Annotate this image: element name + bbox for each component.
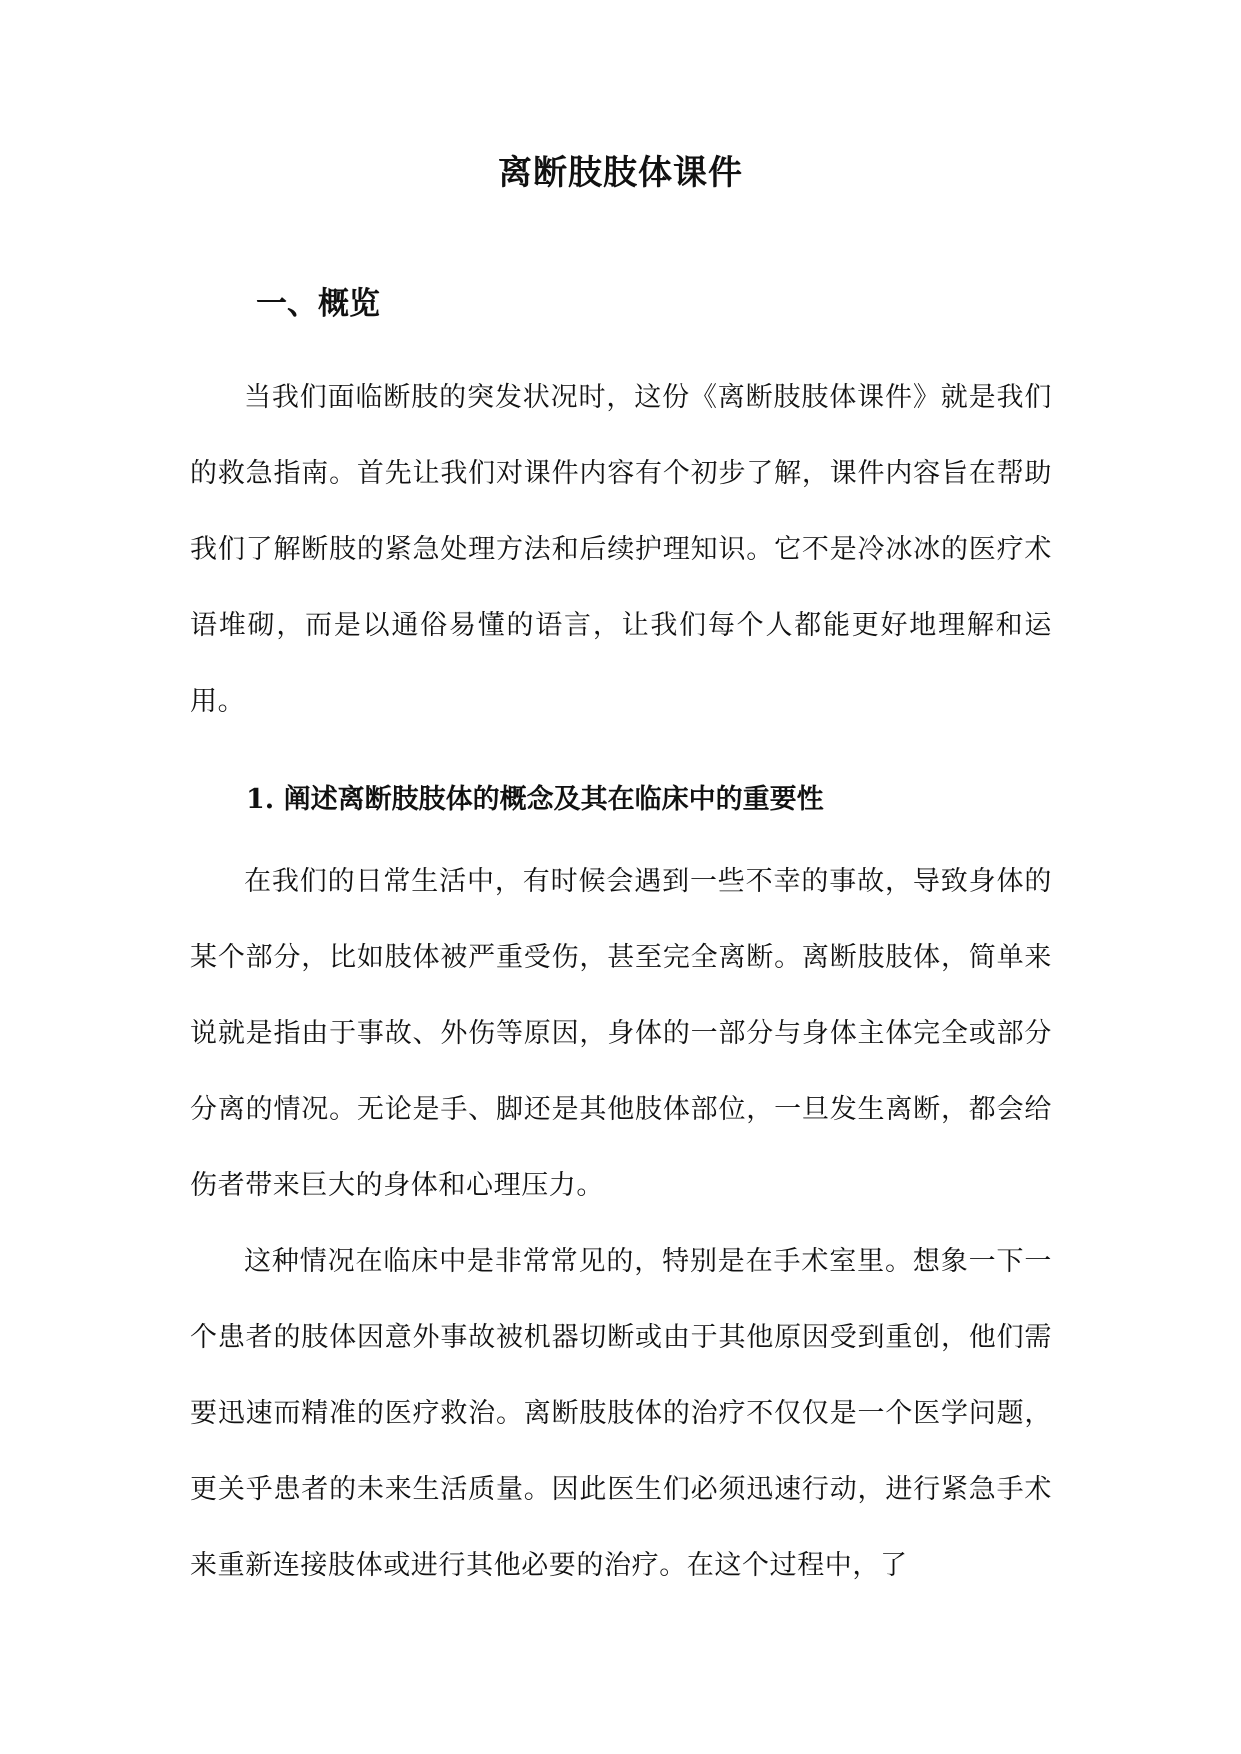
subsection-heading-concept: 1. 阐述离断肢肢体的概念及其在临床中的重要性	[246, 784, 824, 815]
overview-paragraph: 当我们面临断肢的突发状况时，这份《离断肢肢体课件》就是我们的救急指南。首先让我们对课件内容有个初步了解，课件内容旨在帮助我们了解断肢的紧急处理方法和后续护理知识。它不是冷冰冰的医疗术语堆砌，而是以通俗易懂的语言，让我们每个人都能更好地理解和运用。	[190, 382, 1052, 717]
concept-paragraph-1: 在我们的日常生活中，有时候会遇到一些不幸的事故，导致身体的某个部分，比如肢体被严重受伤，甚至完全离断。离断肢肢体，简单来说就是指由于事故、外伤等原因，身体的一部分与身体主体完全或部分分离的情况。无论是手、脚还是其他肢体部位，一旦发生离断，都会给伤者带来巨大的身体和心理压力。	[190, 866, 1052, 1201]
document-title: 离断肢肢体课件	[498, 153, 743, 193]
concept-paragraph-2: 这种情况在临床中是非常常见的，特别是在手术室里。想象一下一个患者的肢体因意外事故被机器切断或由于其他原因受到重创，他们需要迅速而精准的医疗救治。离断肢肢体的治疗不仅仅是一个医学问题，更关乎患者的未来生活质量。因此医生们必须迅速行动，进行紧急手术来重新连接肢体或进行其他必要的治疗。在这个过程中，了	[190, 1246, 1052, 1581]
section-heading-overview: 一、概览	[256, 286, 380, 322]
